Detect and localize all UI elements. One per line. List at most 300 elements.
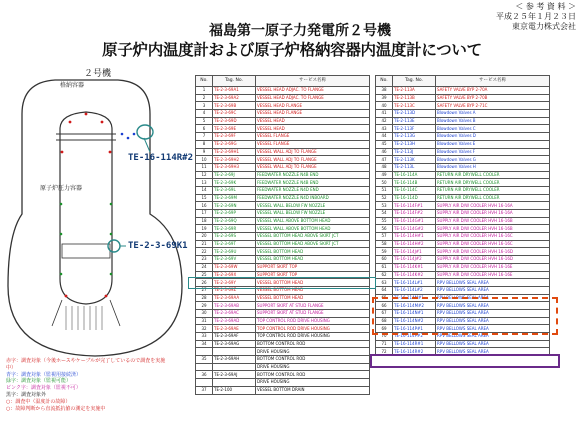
legend-item: ピンク字：調査対象（監視不可） — [6, 385, 81, 392]
tag-number — [213, 379, 256, 387]
row-number: 31 — [196, 317, 213, 325]
tag-number: TE-2-3-69AC — [213, 309, 256, 317]
row-number: 50 — [376, 179, 393, 187]
service-name: RPV BELLOWS SEAL AREA — [436, 286, 550, 294]
service-name: VESSEL HEAD — [256, 117, 370, 125]
tag-number: TE-16-114D — [393, 194, 436, 202]
service-name: TOP CONTROL ROD DRIVE HOUSING — [256, 333, 370, 341]
tag-number: TE-16-114P#1 — [393, 325, 436, 333]
row-number: 24 — [196, 263, 213, 271]
row-number: 68 — [376, 317, 393, 325]
row-number: 55 — [376, 217, 393, 225]
header-service: サービス名称 — [256, 76, 370, 87]
row-number: 13 — [196, 179, 213, 187]
tag-number: TE-2-3-69X — [213, 271, 256, 279]
row-number: 43 — [376, 125, 393, 133]
table-row — [196, 248, 370, 256]
service-name: VESSEL HEAD FLANGE — [256, 102, 370, 110]
table-row — [196, 140, 370, 148]
tag-number: TE-16-114P#2 — [393, 333, 436, 341]
row-number: 4 — [196, 110, 213, 118]
table-header-row — [376, 76, 550, 87]
row-number: 53 — [376, 202, 393, 210]
callout-te-2-3-69k1: TE-2-3-69K1 — [128, 241, 188, 251]
tag-number: TE-2-113C — [393, 102, 436, 110]
tag-number: TE-2-113J — [393, 148, 436, 156]
row-number: 49 — [376, 171, 393, 179]
table-row — [196, 148, 370, 156]
reactor-diagram — [0, 74, 190, 364]
tag-number: TE-16-114F#2 — [393, 210, 436, 218]
row-number — [196, 363, 213, 371]
table-row — [196, 163, 370, 171]
tag-number: TE-2-3-69AA — [213, 294, 256, 302]
tag-number: TE-2-3-69B — [213, 102, 256, 110]
tag-number: TE-2-3-69Z — [213, 286, 256, 294]
table-row — [196, 179, 370, 187]
row-number: 34 — [196, 340, 213, 348]
service-name: VESSEL HEAD ADJAC. TO FLANGE — [256, 87, 370, 95]
row-number: 30 — [196, 309, 213, 317]
header-tag: Tag. No. — [213, 76, 256, 87]
tag-number: TE-2-3-69AD — [213, 317, 256, 325]
table-row — [376, 194, 550, 202]
service-name: SUPPLY AIR D/W COOLER HVH 16-16C — [436, 233, 550, 241]
row-number: 39 — [376, 94, 393, 102]
tag-number: TE-16-114N#1 — [393, 309, 436, 317]
table-row — [376, 217, 550, 225]
service-name: RPV BELLOWS SEAL AREA — [436, 279, 550, 287]
tag-number — [213, 348, 256, 356]
table-row — [376, 279, 550, 287]
service-name: RPV BELLOWS SEAL AREA — [436, 302, 550, 310]
service-name: VESSEL FLANGE — [256, 133, 370, 141]
table-row — [196, 102, 370, 110]
service-name: VESSEL WALL ABOVE BOTTOM HEAD — [256, 225, 370, 233]
row-number: 16 — [196, 202, 213, 210]
row-number: 48 — [376, 163, 393, 171]
highlight-box-row-24 — [188, 277, 376, 289]
tag-number: TE-2-3-69M — [213, 194, 256, 202]
header-no: No. — [376, 76, 393, 87]
row-number: 7 — [196, 133, 213, 141]
sensor-table-left — [195, 75, 370, 395]
table-row — [376, 248, 550, 256]
service-name: VESSEL WALL ADJ TO FLANGE — [256, 148, 370, 156]
table-row — [376, 186, 550, 194]
header-tag: Tag. No. — [393, 76, 436, 87]
table-row — [196, 379, 370, 387]
service-name: SAFETY VALVE BYP 2-70B — [436, 94, 550, 102]
header-no: No. — [196, 76, 213, 87]
service-name: Blowdown Valves D — [436, 133, 550, 141]
service-name: Blowdown Valves E — [436, 140, 550, 148]
row-number: 38 — [376, 87, 393, 95]
service-name: SUPPLY AIR D/W COOLER HVH 16-16B — [436, 217, 550, 225]
row-number: 1 — [196, 87, 213, 95]
tag-number: TE-16-114M#2 — [393, 302, 436, 310]
row-number: 59 — [376, 248, 393, 256]
tag-number: TE-2-3-69AJ — [213, 371, 256, 379]
service-name: SAFETY VALVE BYP 2-71C — [436, 102, 550, 110]
table-row — [376, 225, 550, 233]
table-row — [196, 317, 370, 325]
service-name: VESSEL FLANGE — [256, 140, 370, 148]
row-number: 72 — [376, 348, 393, 356]
company-name: 東京電力株式会社 — [512, 22, 576, 31]
row-number — [196, 379, 213, 387]
row-number: 14 — [196, 186, 213, 194]
table-row — [196, 110, 370, 118]
containment-vessel-outline — [8, 80, 182, 356]
service-name: RPV BELLOWS SEAL AREA — [436, 309, 550, 317]
tag-number: TE-2-113L — [393, 163, 436, 171]
row-number: 12 — [196, 171, 213, 179]
legend-item: 青字：調査対象（監視用接続済） — [6, 371, 82, 378]
table-row — [376, 102, 550, 110]
row-number: 57 — [376, 233, 393, 241]
table-row — [196, 171, 370, 179]
service-name: SUPPLY AIR D/W COOLER HVH 16-16D — [436, 256, 550, 264]
service-name: DRIVE HOUSING — [256, 379, 370, 387]
row-number: 58 — [376, 240, 393, 248]
service-name: Blowdown Valves C — [436, 125, 550, 133]
tag-number: TE-16-114L#1 — [393, 279, 436, 287]
service-name: SAFETY VALVE BYP 2-70A — [436, 87, 550, 95]
service-name: TOP CONTROL ROD DRIVE HOUSING — [256, 325, 370, 333]
service-name: Blowdown Valves B — [436, 117, 550, 125]
service-name: FEEDWATER NOZZLE N4B END — [256, 171, 370, 179]
legend — [6, 358, 166, 412]
service-name: VESSEL BOTTOM HEAD — [256, 286, 370, 294]
table-row — [196, 371, 370, 379]
row-number: 64 — [376, 286, 393, 294]
row-number: 25 — [196, 271, 213, 279]
tag-number: TE-16-114H#2 — [393, 240, 436, 248]
tag-number: TE-16-114M#1 — [393, 294, 436, 302]
row-number: 11 — [196, 163, 213, 171]
table-row — [376, 263, 550, 271]
row-number: 22 — [196, 248, 213, 256]
service-name: SUPPLY AIR D/W COOLER HVH 16-16E — [436, 263, 550, 271]
tag-number: TE-2-3-69H2 — [213, 156, 256, 164]
tag-number: TE-2-113B — [393, 94, 436, 102]
row-number: 62 — [376, 271, 393, 279]
row-number: 6 — [196, 125, 213, 133]
tag-number: TE-2-3-69Y — [213, 279, 256, 287]
reference-header — [478, 2, 576, 32]
table-header-row — [196, 76, 370, 87]
service-name: SUPPORT SKIRT AT STUD FLANGE — [256, 302, 370, 310]
row-number: 8 — [196, 140, 213, 148]
row-number: 10 — [196, 156, 213, 164]
row-number: 47 — [376, 156, 393, 164]
document-date: 平成２５年１月２３日 — [496, 12, 576, 21]
legend-item: 緑字：調査対象（監視可能） — [6, 378, 72, 385]
table-row — [196, 302, 370, 310]
row-number: 33 — [196, 333, 213, 341]
row-number: 71 — [376, 340, 393, 348]
table-row — [196, 87, 370, 95]
service-name: RETURN AIR DRYWELL COOLER — [436, 179, 550, 187]
table-row — [376, 271, 550, 279]
table-row — [196, 256, 370, 264]
table-row — [196, 125, 370, 133]
row-number: 9 — [196, 148, 213, 156]
row-number: 28 — [196, 294, 213, 302]
table-row — [376, 94, 550, 102]
row-number: 56 — [376, 225, 393, 233]
table-row — [196, 240, 370, 248]
table-row — [196, 356, 370, 364]
service-name: VESSEL WALL ADJ TO FLANGE — [256, 163, 370, 171]
row-number: 18 — [196, 217, 213, 225]
row-number: 27 — [196, 286, 213, 294]
table-row — [376, 210, 550, 218]
row-number: 65 — [376, 294, 393, 302]
service-name: BOTTOM CONTROL ROD — [256, 371, 370, 379]
service-name: DRIVE HOUSING — [256, 348, 370, 356]
row-number: 52 — [376, 194, 393, 202]
service-name: VESSEL BOTTOM HEAD ABOVE SKIRT JCT — [256, 240, 370, 248]
service-name: DRIVE HOUSING — [256, 363, 370, 371]
tag-number: TE-2-3-69L — [213, 186, 256, 194]
row-number: 42 — [376, 117, 393, 125]
service-name: Blowdown Valves F — [436, 148, 550, 156]
service-name: VESSEL BOTTOM HEAD — [256, 294, 370, 302]
table-row — [376, 140, 550, 148]
tag-number: TE-16-114R#2 — [393, 348, 436, 356]
tag-number: TE-2-113H — [393, 140, 436, 148]
tag-number: TE-2-3-69AF — [213, 333, 256, 341]
row-number: 26 — [196, 279, 213, 287]
table-row — [196, 294, 370, 302]
tag-number: TE-16-114L#2 — [393, 286, 436, 294]
service-name: VESSEL BOTTOM DRAIN — [256, 386, 370, 394]
table-row — [196, 333, 370, 341]
row-number: 29 — [196, 302, 213, 310]
tag-number: TE-2-3-69H1 — [213, 148, 256, 156]
row-number: 51 — [376, 186, 393, 194]
table-row — [376, 125, 550, 133]
tag-number: TE-2-100 — [213, 386, 256, 394]
tag-number: TE-2-3-69G — [213, 140, 256, 148]
table-row — [376, 133, 550, 141]
service-name: FEEDWATER NOZZLE N4B END — [256, 179, 370, 187]
table-row — [376, 202, 550, 210]
table-row — [196, 117, 370, 125]
row-number: 40 — [376, 102, 393, 110]
tag-number: TE-2-113F — [393, 125, 436, 133]
table-row — [196, 348, 370, 356]
service-name: VESSEL WALL BELOW FW NOZZLE — [256, 210, 370, 218]
tag-number: TE-16-114B — [393, 179, 436, 187]
row-number: 45 — [376, 140, 393, 148]
header-service: サービス名称 — [436, 76, 550, 87]
table-row — [376, 87, 550, 95]
row-number: 21 — [196, 240, 213, 248]
row-number: 3 — [196, 102, 213, 110]
service-name: VESSEL BOTTOM HEAD — [256, 248, 370, 256]
tag-number: TE-16-114J#1 — [393, 248, 436, 256]
tag-number: TE-16-114K#2 — [393, 271, 436, 279]
service-name: BOTTOM CONTROL ROD — [256, 356, 370, 364]
table-row — [196, 210, 370, 218]
tag-number: TE-2-3-69AG — [213, 340, 256, 348]
table-row — [376, 179, 550, 187]
service-name: SUPPLY AIR D/W COOLER HVH 16-16B — [436, 225, 550, 233]
table-row — [196, 225, 370, 233]
table-row — [376, 110, 550, 118]
table-row — [196, 202, 370, 210]
tag-number: TE-16-114J#2 — [393, 256, 436, 264]
tag-number — [213, 363, 256, 371]
service-name: RPV BELLOWS SEAL AREA — [436, 325, 550, 333]
tag-number: TE-2-3-69C — [213, 110, 256, 118]
row-number: 36 — [196, 371, 213, 379]
table-row — [196, 133, 370, 141]
tag-number: TE-2-113D — [393, 110, 436, 118]
row-number: 37 — [196, 386, 213, 394]
table-row — [196, 186, 370, 194]
table-row — [196, 340, 370, 348]
tag-number: TE-16-114K#1 — [393, 263, 436, 271]
service-name: TOP CONTROL ROD DRIVE HOUSING — [256, 317, 370, 325]
table-row — [376, 286, 550, 294]
title-line-1: 福島第一原子力発電所２号機 — [209, 23, 391, 39]
legend-item: ○：調査中（温度計の故障） — [6, 398, 71, 405]
tag-number: TE-2-3-69F — [213, 133, 256, 141]
row-number: 32 — [196, 325, 213, 333]
service-name: BOTTOM CONTROL ROD — [256, 340, 370, 348]
title-line-2: 原子炉内温度計および原子炉格納容器内温度計について — [102, 41, 482, 59]
table-row — [196, 263, 370, 271]
highlight-box-rows-63-68 — [372, 297, 558, 335]
row-number: 66 — [376, 302, 393, 310]
service-name: VESSEL WALL ABOVE BOTTOM HEAD — [256, 217, 370, 225]
service-name: Blowdown Valves G — [436, 156, 550, 164]
tag-number: TE-16-114R#1 — [393, 340, 436, 348]
tag-number: TE-2-113G — [393, 133, 436, 141]
tag-number: TE-2-3-69R — [213, 225, 256, 233]
row-number: 69 — [376, 325, 393, 333]
service-name: SUPPORT SKIRT AT STUD FLANGE — [256, 309, 370, 317]
legend-item: 黒字：調査対象外 — [6, 391, 47, 398]
service-name: SUPPORT SKIRT TOP — [256, 263, 370, 271]
table-row — [376, 240, 550, 248]
row-number: 23 — [196, 256, 213, 264]
service-name: RPV BELLOWS SEAL AREA — [436, 348, 550, 356]
pcv-label: 格納容器 — [60, 82, 85, 89]
row-number: 63 — [376, 279, 393, 287]
table-row — [376, 163, 550, 171]
table-row — [196, 386, 370, 394]
tag-number: TE-16-114C — [393, 186, 436, 194]
callout-te-16-114r2: TE-16-114R#2 — [128, 153, 194, 163]
tag-number: TE-2-3-69AB — [213, 302, 256, 310]
tag-number: TE-2-113E — [393, 117, 436, 125]
tag-number: TE-16-114F#1 — [393, 202, 436, 210]
tag-number: TE-2-3-69AH — [213, 356, 256, 364]
service-name: RPV BELLOWS SEAL AREA — [436, 317, 550, 325]
service-name: VESSEL BOTTOM HEAD — [256, 279, 370, 287]
service-name: SUPPLY AIR D/W COOLER HVH 16-16A — [436, 210, 550, 218]
row-number: 17 — [196, 210, 213, 218]
table-row — [196, 325, 370, 333]
table-row — [196, 233, 370, 241]
row-number: 54 — [376, 210, 393, 218]
table-row — [196, 156, 370, 164]
row-number: 41 — [376, 110, 393, 118]
tag-number: TE-2-3-69H3 — [213, 163, 256, 171]
pressure-vessel-outline — [60, 112, 112, 304]
row-number: 2 — [196, 94, 213, 102]
tag-number: TE-2-3-69S — [213, 233, 256, 241]
service-name: FEEDWATER NOZZLE N4D END — [256, 186, 370, 194]
table-row — [376, 156, 550, 164]
tag-number: TE-16-114A — [393, 171, 436, 179]
tag-number: TE-2-3-69AE — [213, 325, 256, 333]
service-name: VESSEL WALL ADJ TO FLANGE — [256, 156, 370, 164]
tag-number: TE-2-3-69U — [213, 248, 256, 256]
tag-number: TE-2-113A — [393, 87, 436, 95]
row-number: 70 — [376, 333, 393, 341]
tag-number: TE-2-3-69V — [213, 256, 256, 264]
tag-number: TE-2-3-69A2 — [213, 94, 256, 102]
table-row — [196, 363, 370, 371]
row-number: 44 — [376, 133, 393, 141]
service-name: RPV BELLOWS SEAL AREA — [436, 333, 550, 341]
table-row — [196, 94, 370, 102]
service-name: VESSEL HEAD ADJAC. TO FLANGE — [256, 94, 370, 102]
service-name: RETURN AIR DRYWELL COOLER — [436, 186, 550, 194]
legend-item: 赤字：調査対象（今後ホースやケーブルが完了しているので調査を実施中） — [6, 358, 166, 371]
highlight-box-row-72 — [370, 354, 560, 368]
tag-number: TE-2-3-69A1 — [213, 87, 256, 95]
service-name: VESSEL BOTTOM HEAD ABOVE SKIRT JCT — [256, 233, 370, 241]
service-name: Blowdown Valves H — [436, 163, 550, 171]
table-row — [196, 309, 370, 317]
row-number: 15 — [196, 194, 213, 202]
row-number — [196, 348, 213, 356]
table-row — [196, 217, 370, 225]
tag-number: TE-2-3-69P — [213, 210, 256, 218]
service-name: RETURN AIR DRYWELL COOLER — [436, 194, 550, 202]
table-row — [376, 148, 550, 156]
tag-number: TE-2-3-69E — [213, 125, 256, 133]
tag-number: TE-2-3-69Q — [213, 217, 256, 225]
tag-number: TE-16-114H#1 — [393, 233, 436, 241]
tag-number: TE-16-114N#2 — [393, 317, 436, 325]
service-name: SUPPLY AIR D/W COOLER HVH 16-16D — [436, 248, 550, 256]
unit-label: ２号機 — [84, 69, 112, 79]
row-number: 46 — [376, 148, 393, 156]
row-number: 5 — [196, 117, 213, 125]
reference-label: ＜ 参 考 資 料 ＞ — [515, 2, 576, 11]
row-number: 20 — [196, 233, 213, 241]
table-row — [376, 233, 550, 241]
service-name: VESSEL HEAD FLANGE — [256, 110, 370, 118]
service-name: SUPPORT SKIRT TOP — [256, 271, 370, 279]
row-number: 67 — [376, 309, 393, 317]
service-name: SUPPLY AIR D/W COOLER HVH 16-16E — [436, 271, 550, 279]
row-number: 19 — [196, 225, 213, 233]
table-row — [376, 256, 550, 264]
service-name: RPV BELLOWS SEAL AREA — [436, 340, 550, 348]
service-name: Blowdown Valves A — [436, 110, 550, 118]
tag-number: TE-2-3-69N — [213, 202, 256, 210]
table-row — [376, 340, 550, 348]
